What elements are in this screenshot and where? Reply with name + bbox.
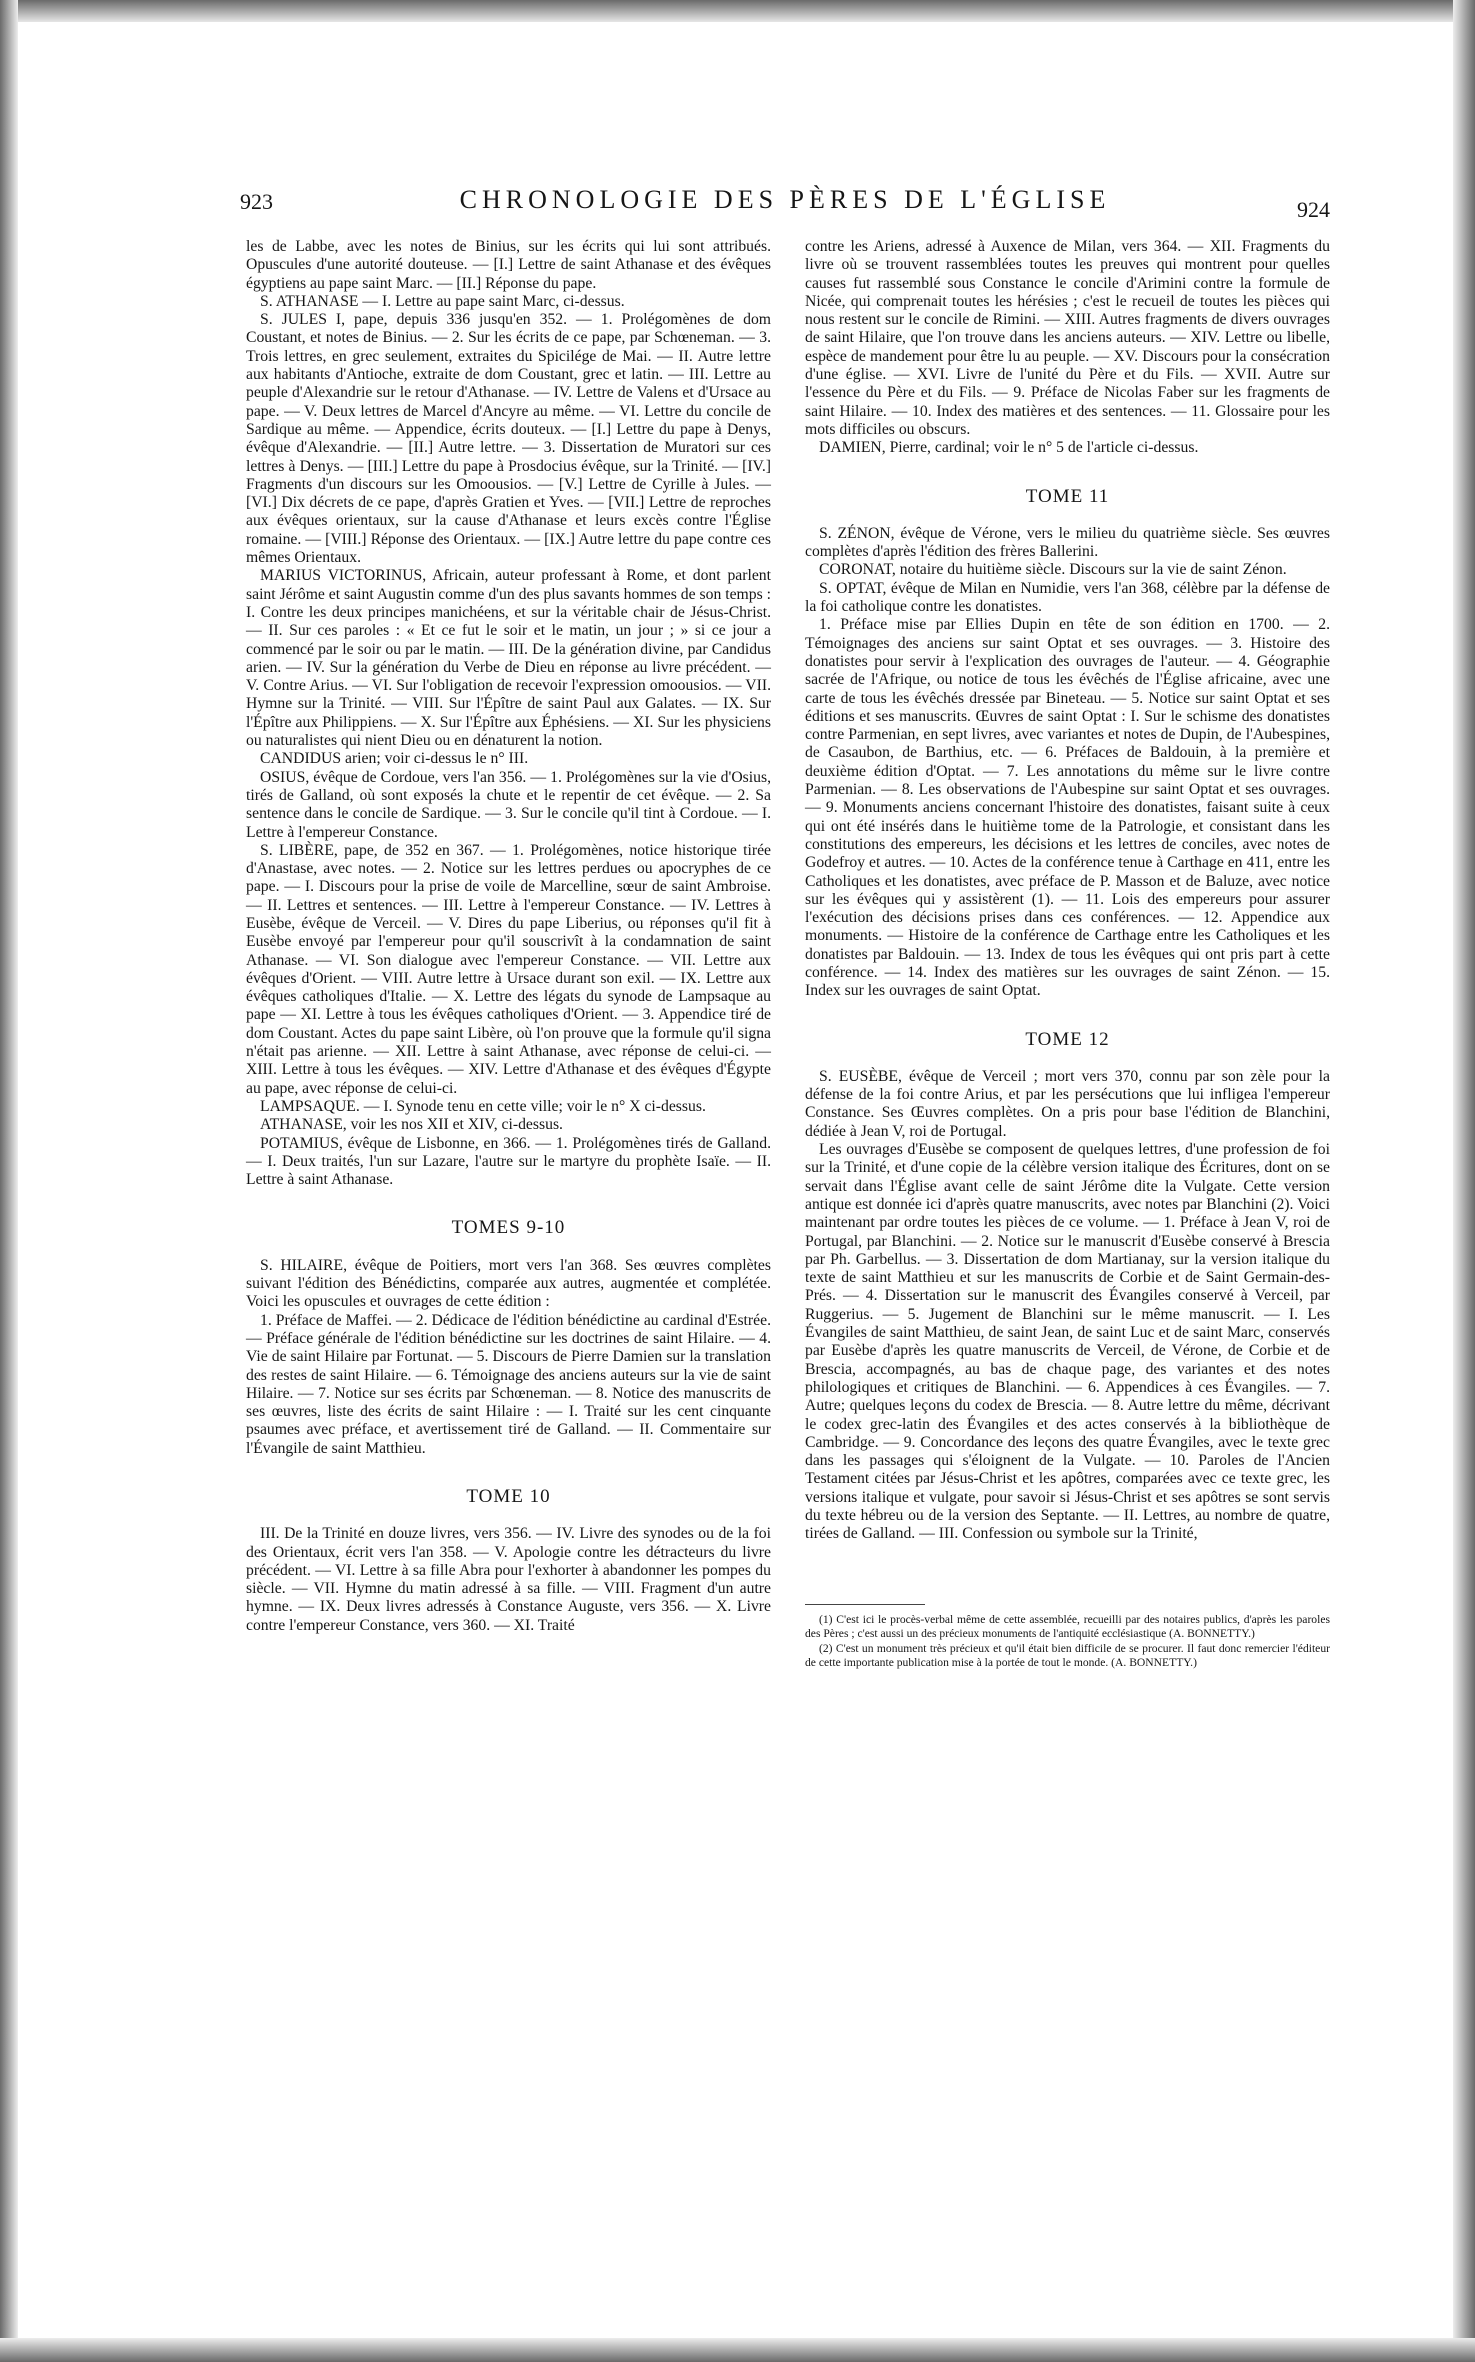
scan-edge-top [0,0,1475,22]
paragraph: LAMPSAQUE. — I. Synode tenu en cette ville; voir le n° X ci-dessus. [260,1097,706,1115]
paragraph: 1. Préface de Maffei. — 2. Dédicace de l'édition bénédictine au cardinal d'Estrée. — Préface générale de l'édition bénédictine sur les doctrines de saint Hilaire. — 4. Vie de saint Hilaire par Fortunat. — 5. Discours de Pierre Damien sur la translation des restes de saint Hilaire. — 6. Témoignage des anciens auteurs sur la vie de saint Hilaire. — 7. Notice sur ses écrits par Schœneman. — 8. Notice des manuscrits de ses œuvres, liste des écrits de saint Hilaire : — I. Traité sur les cent cinquante psaumes avec préface, et avertissement tiré de Galland. — II. Commentaire sur l'Évangile de saint Matthieu. [246,1311,771,1457]
scan-edge-bottom [0,2338,1475,2362]
running-title: CHRONOLOGIE DES PÈRES DE L'ÉGLISE [459,185,1111,214]
paragraph: DAMIEN, Pierre, cardinal; voir le n° 5 de l'article ci-dessus. [819,439,1199,457]
paragraph: les de Labbe, avec les notes de Binius, sur les écrits qui lui sont attribués. Opuscules d'une autorité douteuse. — [I.] Lettre de saint Athanase et des évêques égyptiens au pape saint Marc. — [II.] Réponse du pape. [246,238,771,292]
paragraph: S. EUSÈBE, évêque de Verceil ; mort vers 370, connu par son zèle pour la défense de la foi contre Arius, et par les persécutions que lui infligea l'empereur Constance. Ses Œuvres complètes. On a pris pour base l'édition de Blanchini, dédiée à Jean V, roi de Portugal. [805,1067,1330,1140]
page-number-right: 924 [1297,197,1330,222]
paragraph: POTAMIUS, évêque de Lisbonne, en 366. — 1. Prolégomènes tirés de Galland. — I. Deux traités, l'un sur Lazare, l'autre sur le martyre du prophète Isaïe. — II. Lettre à saint Athanase. [246,1134,771,1189]
paragraph: S. HILAIRE, évêque de Poitiers, mort vers l'an 368. Ses œuvres complètes suivant l'édition des Bénédictins, comparée aux autres, augmentée et complétée. Voici les opuscules et ouvrages de cette édition : [246,1256,771,1311]
paragraph: CORONAT, notaire du huitième siècle. Discours sur la vie de saint Zénon. [819,561,1287,579]
paragraph: S. ZÉNON, évêque de Vérone, vers le milieu du quatrième siècle. Ses œuvres complètes d'après l'édition des frères Ballerini. [805,524,1330,561]
footnote-divider [805,1604,925,1605]
paragraph: OSIUS, évêque de Cordoue, vers l'an 356. — 1. Prolégomènes sur la vie d'Osius, tirés de Galland, où sont exposés la chute et le repentir de cet évêque. — 2. Sa sentence dans le concile de Sardique. — 3. Sur le concile qu'il tint à Cordoue. — I. Lettre à l'empereur Constance. [246,768,771,841]
scan-edge-left [0,0,18,2362]
paragraph: 1. Préface mise par Ellies Dupin en tête de son édition en 1700. — 2. Témoignages des anciens sur saint Optat et ses ouvrages. — 3. Histoire des donatistes pour servir à l'explication des ouvrages de l'auteur. — 4. Géographie sacrée de l'Afrique, ou notice de tous les évêchés de l'Église africaine, avec une carte de tous les évêchés dressée par Bineteau. — 5. Notice sur saint Optat et ses éditions et ses manuscrits. Œuvres de saint Optat : I. Sur le schisme des donatistes contre Parmenian, en sept livres, avec variantes et notes de Dupin, de l'Aubespines, de Casaubon, de Barthius, etc. — 6. Préfaces de Baldouin, à la première et deuxième édition d'Optat. — 7. Les annotations du même sur le livre contre Parmenian. — 8. Les observations de l'Aubespine sur saint Optat et ses ouvrages. — 9. Monuments anciens concernant l'histoire des donatistes, faisant suite à ceux qui ont été insérés dans le huitième tome de la Patrologie, et consistant dans les constitutions des empereurs, les décisions et les lettres de conciles, avec notes de Godefroy et autres. — 10. Actes de la conférence tenue à Carthage en 411, entre les Catholiques et les donatistes, avec préface de P. Masson et de Baluze, avec notice sur les évêques qui y assistèrent (1). — 11. Lois des empereurs pour assurer l'exécution des décisions prises dans ces conférences. — 12. Appendice aux monuments. — Histoire de la conférence de Carthage entre les Catholiques et les donatistes par Baldouin. — 13. Index de tous les évêques qui ont pris part à cette conférence. — 14. Index des matières sur les ouvrages de saint Zénon. — 15. Index sur les ouvrages de saint Optat. [805,616,1330,1000]
page-number-left: 923 [240,189,273,214]
footnote: (1) C'est ici le procès-verbal même de cette assemblée, recueilli par des notaires publics, d'après les paroles des Pères ; c'est aussi un des précieux monuments de l'antiquité ecclésiastique (A. BONNETTY.) [805,1612,1330,1641]
paragraph: Les ouvrages d'Eusèbe se composent de quelques lettres, d'une profession de foi sur la Trinité, et d'une copie de la célèbre version italique des Écritures, dont on se servait dans l'Église avant celle de saint Jérôme dite la Vulgate. Cette version antique est donnée ici d'après quatre manuscrits, avec notes par Blanchini (2). Voici maintenant par ordre toutes les pièces de ce volume. — 1. Préface à Jean V, roi de Portugal, par Blanchini. — 2. Notice sur le manuscrit d'Eusèbe conservé à Brescia par Ph. Garbellus. — 3. Dissertation de dom Martianay, sur la version italique du texte de saint Matthieu et sur les manuscrits de Corbie et de Saint Germain-des-Prés. — 4. Dissertation sur le manuscrit des Évangiles conservé à Verceil, par Ruggerius. — 5. Jugement de Blanchini sur le même manuscrit. — I. Les Évangiles de saint Matthieu, de saint Jean, de saint Luc et de saint Marc, conservés par Eusèbe d'après les quatre manuscrits de Verceil, de Vérone, de Corbie et de Brescia, accompagnés, au bas de chaque page, des variantes et des notes philologiques et critiques de Blanchini. — 6. Appendices à ces Évangiles. — 7. Autre; quelques leçons du codex de Brescia. — 8. Autre lettre du même, décrivant le codex grec-latin des Évangiles et des actes conservés à la bibliothèque de Cambridge. — 9. Concordance des leçons des quatre Évangiles, avec le texte grec dans les passages qui s'éloignent de la Vulgate. — 10. Paroles de l'Ancien Testament citées par Jésus-Christ et les apôtres, comparées avec ce texte grec, les versions italique et vulgate, pour savoir si Jésus-Christ et ses apôtres se sont servis du texte hébreu ou de la version des Septante. — II. Lettres, au nombre de quatre, tirées de Galland. — III. Confession ou symbole sur la Trinité, [805,1141,1330,1543]
section-heading-tome-10: TOME 10 [466,1486,551,1507]
paragraph: III. De la Trinité en douze livres, vers 356. — IV. Livre des synodes ou de la foi des Orientaux, écrit vers l'an 358. — V. Apologie contre les détracteurs du livre précédent. — VI. Lettre à sa fille Abra pour l'exhorter à abandonner les pompes du siècle. — VII. Hymne du matin adressé à sa fille. — VIII. Fragment d'un autre hymne. — IX. Deux livres adressés à Constance Auguste, vers 356. — X. Livre contre l'empereur Constance, vers 360. — XI. Traité [246,1525,771,1634]
paragraph: S. ATHANASE — I. Lettre au pape saint Marc, ci-dessus. [260,292,625,310]
paragraph: MARIUS VICTORINUS, Africain, auteur professant à Rome, et dont parlent saint Jérôme et saint Augustin comme d'un des plus savants hommes de son temps : I. Contre les deux principes manichéens, et sur la véritable chair de Jésus-Christ. — II. Sur ces paroles : « Et ce fut le soir et le matin, un jour ; » si ce jour a commencé par le soir ou par le matin. — III. De la génération divine, par Candidus arien. — IV. Sur la génération du Verbe de Dieu en réponse au livre précédent. — V. Contre Arius. — VI. Sur l'obligation de recevoir l'expression omoousios. — VII. Hymne sur la Trinité. — VIII. Sur l'Épître de saint Paul aux Galates. — IX. Sur l'Épître aux Philippiens. — X. Sur l'Épître aux Éphésiens. — XI. Sur les physiciens ou naturalistes qui nient Dieu ou en dénaturent la notion. [246,567,771,750]
paragraph: S. LIBÈRE, pape, de 352 en 367. — 1. Prolégomènes, notice historique tirée d'Anastase, avec notes. — 2. Notice sur les lettres perdues ou apocryphes de ce pape. — I. Discours pour la prise de voile de Marcelline, sœur de saint Ambroise. — II. Lettres et sentences. — III. Lettre à l'empereur Constance. — IV. Lettres à Eusèbe, évêque de Verceil. — V. Dires du pape Liberius, ou réponses qu'il fit à Eusèbe envoyé par l'empereur pour qu'il souscrivît à la condamnation de saint Athanase. — VI. Son dialogue avec l'empereur Constance. — VII. Lettre aux évêques d'Orient. — VIII. Autre lettre à Ursace durant son exil. — IX. Lettre aux évêques catholiques d'Italie. — X. Lettre des légats du synode de Lampsaque au pape — XI. Lettre à tous les évêques catholiques d'Orient. — 3. Appendice tiré de dom Coustant. Actes du pape saint Libère, où l'on prouve que la formule qu'il signa n'était pas arienne. — XII. Lettre à saint Athanase, avec réponse de celui-ci. — XIII. Lettre à tous les évêques. — XIV. Lettre d'Athanase et des évêques d'Égypte au pape, avec réponse de celui-ci. [246,841,771,1097]
footnote: (2) C'est un monument très précieux et qu'il était bien difficile de se procurer. Il faut donc remercier l'éditeur de cette importante publication mise à la portée de tout le monde. (A. BONNETTY.) [805,1641,1330,1670]
paragraph: S. JULES I, pape, depuis 336 jusqu'en 352. — 1. Prolégomènes de dom Coustant, et notes de Binius. — 2. Sur les écrits de ce pape, par Schœneman. — 3. Trois lettres, en grec seulement, extraites du Spicilége de Mai. — II. Autre lettre aux habitants d'Antioche, extraite de dom Coustant, grec et latin. — III. Lettre au peuple d'Alexandrie sur le retour d'Athanase. — IV. Lettre de Valens et d'Ursace au pape. — V. Deux lettres de Marcel d'Ancyre au même. — VI. Lettre du concile de Sardique au même. — Appendice, écrits douteux. — [I.] Lettre du pape à Denys, évêque d'Alexandrie. — [II.] Autre lettre. — 3. Dissertation de Muratori sur ces lettres à Denys. — [III.] Lettre du pape à Prosdocius évêque, sur la Trinité. — [IV.] Fragments d'un discours sur les Omoousios. — [V.] Lettre de Cyrille à Jules. — [VI.] Dix décrets de ce pape, d'après Gratien et Yves. — [VII.] Lettre de reproches aux évêques orientaux, sur la cause d'Athanase et leurs excès contre l'Église romaine. — [VIII.] Réponse des Orientaux. — [IX.] Autre lettre du pape contre ces mêmes Orientaux. [246,311,771,567]
scan-edge-right [1453,0,1475,2362]
section-heading-tomes-9-10: TOMES 9-10 [451,1217,566,1239]
section-heading-tome-11: TOME 11 [1025,485,1110,507]
left-column [246,238,771,1635]
paragraph: CANDIDUS arien; voir ci-dessus le n° III. [260,750,529,768]
right-column [805,238,1330,1671]
paragraph: S. OPTAT, évêque de Milan en Numidie, vers l'an 368, célèbre par la défense de la foi catholique contre les donatistes. [805,579,1330,616]
page-header [240,185,1330,225]
paragraph: contre les Ariens, adressé à Auxence de Milan, vers 364. — XII. Fragments du livre où se trouvent rassemblées toutes les preuves qui montrent pour quelles causes fut rassemblé sous Constance le concile d'Arimini contre la formule de Nicée, qui comprenait toutes les hérésies ; c'est le recueil de toutes les pièces qui nous restent sur le concile de Rimini. — XIII. Autres fragments de divers ouvrages de saint Hilaire, que l'on trouve dans les anciens auteurs. — XIV. Lettre ou libelle, espèce de mandement pour être lu au peuple. — XV. Discours pour la consécration d'une église. — XVI. Livre de l'unité du Père et du Fils. — XVII. Autre sur l'essence du Père et du Fils. — 9. Préface de Nicolas Faber sur les fragments de saint Hilaire. — 10. Index des matières et des sentences. — 11. Glossaire pour les mots difficiles ou obscurs. [805,238,1330,438]
section-heading-tome-12: TOME 12 [1025,1028,1110,1050]
paragraph: ATHANASE, voir les nos XII et XIV, ci-dessus. [260,1116,563,1134]
